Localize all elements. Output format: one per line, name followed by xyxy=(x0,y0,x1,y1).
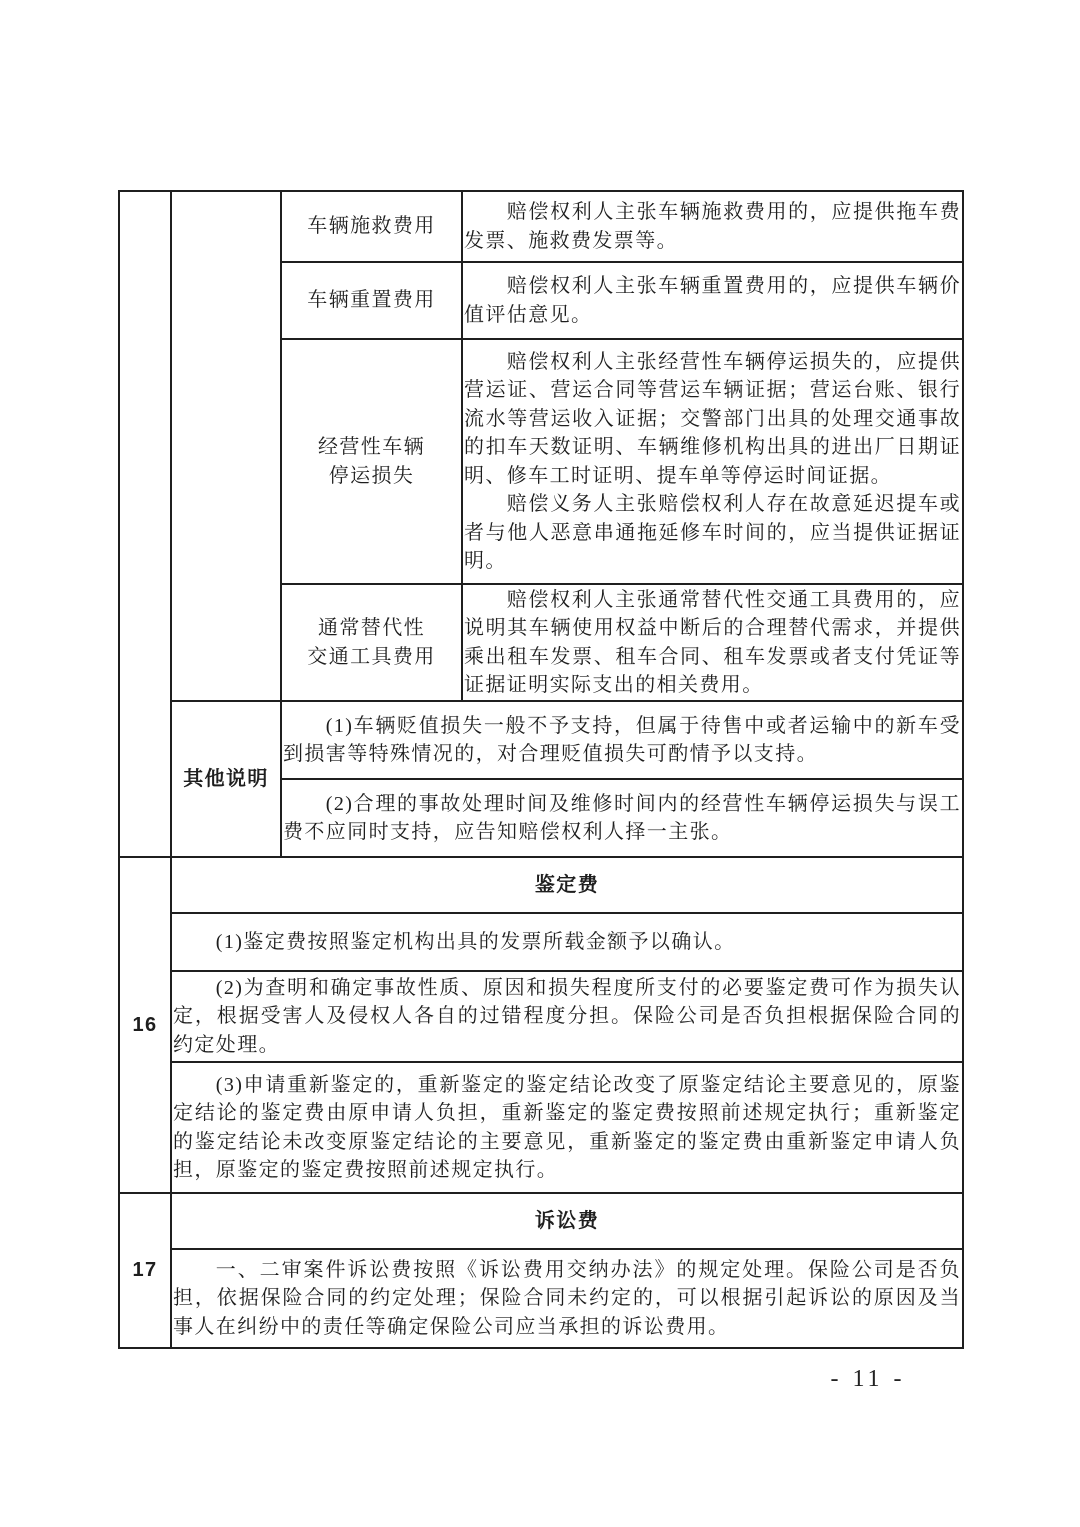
expense-description-cell xyxy=(462,584,963,701)
page-number: - 11 - xyxy=(830,1366,906,1392)
expense-description: 赔偿权利人主张经营性车辆停运损失的，应提供营运证、营运合同等营运车辆证据；营运台账、银行流水等营运收入证据；交警部门出具的处理交通事故的扣车天数证明、车辆维修机构出具的进出厂日期证明、修车工时证明、提车单等停运时间证据。 xyxy=(464,350,961,487)
other-note: (1)车辆贬值损失一般不予支持，但属于待售中或者运输中的新车受到损害等特殊情况的，对合理贬值损失可酌情予以支持。 xyxy=(283,714,961,765)
table-row xyxy=(119,1249,963,1348)
table-row xyxy=(119,1193,963,1249)
item-number-17: 17 xyxy=(119,1193,171,1348)
expense-description-cell xyxy=(462,262,963,339)
table-row xyxy=(119,1062,963,1193)
appraisal-rule: (3)申请重新鉴定的，重新鉴定的鉴定结论改变了原鉴定结论主要意见的，原鉴定结论的鉴定费由原申请人负担，重新鉴定的鉴定费按照前述规定执行；重新鉴定的鉴定结论未改变原鉴定结论的主要意见，重新鉴定的鉴定费由重新鉴定申请人负担，原鉴定的鉴定费按照前述规定执行。 xyxy=(173,1073,961,1181)
appraisal-rule-cell xyxy=(171,913,963,971)
expense-label-line: 停运损失 xyxy=(328,464,415,487)
other-note: (2)合理的事故处理时间及维修时间内的经营性车辆停运损失与误工费不应同时支持，应告知赔偿权利人择一主张。 xyxy=(283,792,961,843)
section-title-litigation-fee: 诉讼费 xyxy=(171,1193,963,1249)
expense-label: 车辆施救费用 xyxy=(307,215,436,238)
expense-description-cell xyxy=(462,339,963,584)
table-row xyxy=(119,913,963,971)
appraisal-rule: (2)为查明和确定事故性质、原因和损失程度所支付的必要鉴定费可作为损失认定，根据受害人及侵权人各自的过错程度分担。保险公司是否负担根据保险合同的约定处理。 xyxy=(173,976,961,1056)
expense-label-line: 交通工具费用 xyxy=(307,645,436,668)
item-number-cell-continued xyxy=(119,191,171,857)
table-row xyxy=(119,857,963,913)
expense-label-line: 经营性车辆 xyxy=(318,436,425,458)
expense-label-cell xyxy=(281,584,462,701)
appraisal-rule-cell xyxy=(171,971,963,1062)
category-cell-continued xyxy=(171,191,281,701)
other-notes-label: 其他说明 xyxy=(171,701,281,857)
expense-label-cell xyxy=(281,262,462,339)
other-note-cell xyxy=(281,779,963,857)
appraisal-rule-cell xyxy=(171,1062,963,1193)
compensation-expense-table xyxy=(118,190,964,1349)
table-row xyxy=(119,971,963,1062)
expense-label-line: 通常替代性 xyxy=(318,617,425,639)
expense-label-cell xyxy=(281,339,462,584)
expense-description-cell xyxy=(462,191,963,262)
expense-description: 赔偿权利人主张通常替代性交通工具费用的，应说明其车辆使用权益中断后的合理替代需求，并提供乘出租车发票、租车合同、租车发票或者支付凭证等证据证明实际支出的相关费用。 xyxy=(464,588,961,696)
appraisal-rule: (1)鉴定费按照鉴定机构出具的发票所载金额予以确认。 xyxy=(215,930,736,953)
expense-label: 车辆重置费用 xyxy=(307,289,436,312)
other-note-cell xyxy=(281,701,963,779)
expense-description: 赔偿义务人主张赔偿权利人存在故意延迟提车或者与他人恶意串通拖延修车时间的，应当提供证据证明。 xyxy=(464,493,961,572)
table-row xyxy=(119,701,963,779)
expense-label-cell xyxy=(281,191,462,262)
section-title-appraisal-fee: 鉴定费 xyxy=(171,857,963,913)
item-number-16: 16 xyxy=(119,857,171,1193)
litigation-rule: 一、二审案件诉讼费按照《诉讼费用交纳办法》的规定处理。保险公司是否负担，依据保险合同的约定处理；保险合同未约定的，可以根据引起诉讼的原因及当事人在纠纷中的责任等确定保险公司应当承担的诉讼费用。 xyxy=(173,1258,961,1338)
expense-description: 赔偿权利人主张车辆重置费用的，应提供车辆价值评估意见。 xyxy=(464,275,961,326)
litigation-rule-cell xyxy=(171,1249,963,1348)
expense-description: 赔偿权利人主张车辆施救费用的，应提供拖车费发票、施救费发票等。 xyxy=(464,201,961,252)
table-row xyxy=(119,191,963,262)
